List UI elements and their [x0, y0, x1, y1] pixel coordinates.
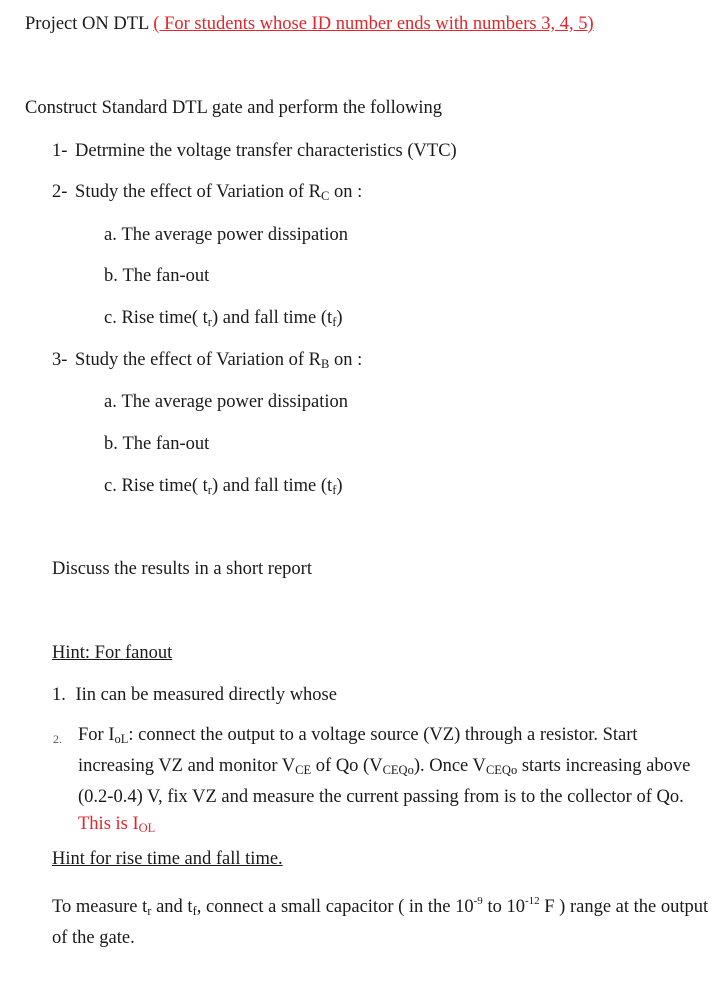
- task-2-number: 2-: [52, 182, 68, 202]
- task-2-sub-c: c. Rise time( $t_r$) and fall time $(t_f)$: [104, 308, 343, 329]
- hint-rise-text: To measure $t_r$ and $t_f$, connect a small capacitor ( in the $10^{-9}$ to $10^{-12}$ F ) range at the output of the gate.: [52, 895, 709, 948]
- task-3-sub-c: c. Rise time( $t_r$) and fall time $(t_f)$: [104, 476, 343, 497]
- hint-fanout-item-1: 1. Iin can be measured directly whose: [52, 685, 337, 705]
- task-2-sub-b: b. The fan-out: [104, 266, 210, 286]
- task-1-text: Detrmine the voltage transfer characteristics (VTC): [75, 141, 457, 161]
- task-3-sub-b: b. The fan-out: [104, 434, 210, 454]
- task-3: [52, 349, 362, 375]
- hint-fanout-title: Hint: For fanout: [52, 643, 173, 663]
- title-note: ( For students whose ID number ends with numbers 3, 4, 5): [153, 14, 594, 34]
- task-2: [52, 181, 362, 207]
- hint-rise-title: Hint for rise time and fall time.: [52, 849, 283, 869]
- page-title: [25, 13, 594, 35]
- intro-text: Construct Standard DTL gate and perform the following: [25, 98, 442, 118]
- discuss-text: Discuss the results in a short report: [52, 559, 312, 579]
- task-2-sub-a: a. The average power dissipation: [104, 225, 349, 245]
- title-text: Project ON DTL: [25, 14, 149, 34]
- task-3-text: Study the effect of Variation of $R_B$ on :: [75, 350, 363, 371]
- task-3-sub-a: a. The average power dissipation: [104, 392, 349, 412]
- task-2-text: Study the effect of Variation of $R_C$ on :: [75, 182, 363, 203]
- hint-fanout-item-2-number: 2.: [53, 732, 62, 746]
- task-1: [52, 140, 457, 162]
- task-3-number: 3-: [52, 350, 68, 370]
- task-1-number: 1-: [52, 141, 68, 161]
- hint-fanout-item-2: For $I_{oL}$: connect the output to a voltage source (VZ) through a resistor. Start increasing VZ and monitor $V_{CE}$ of Qo $(V_{CEQo})$. Once $V_{CEQo}$ starts increasing above (0.2-0.4) V, fix VZ and measure the current passing from is to the collector of Qo. This is $I_{OL}$: [78, 725, 691, 835]
